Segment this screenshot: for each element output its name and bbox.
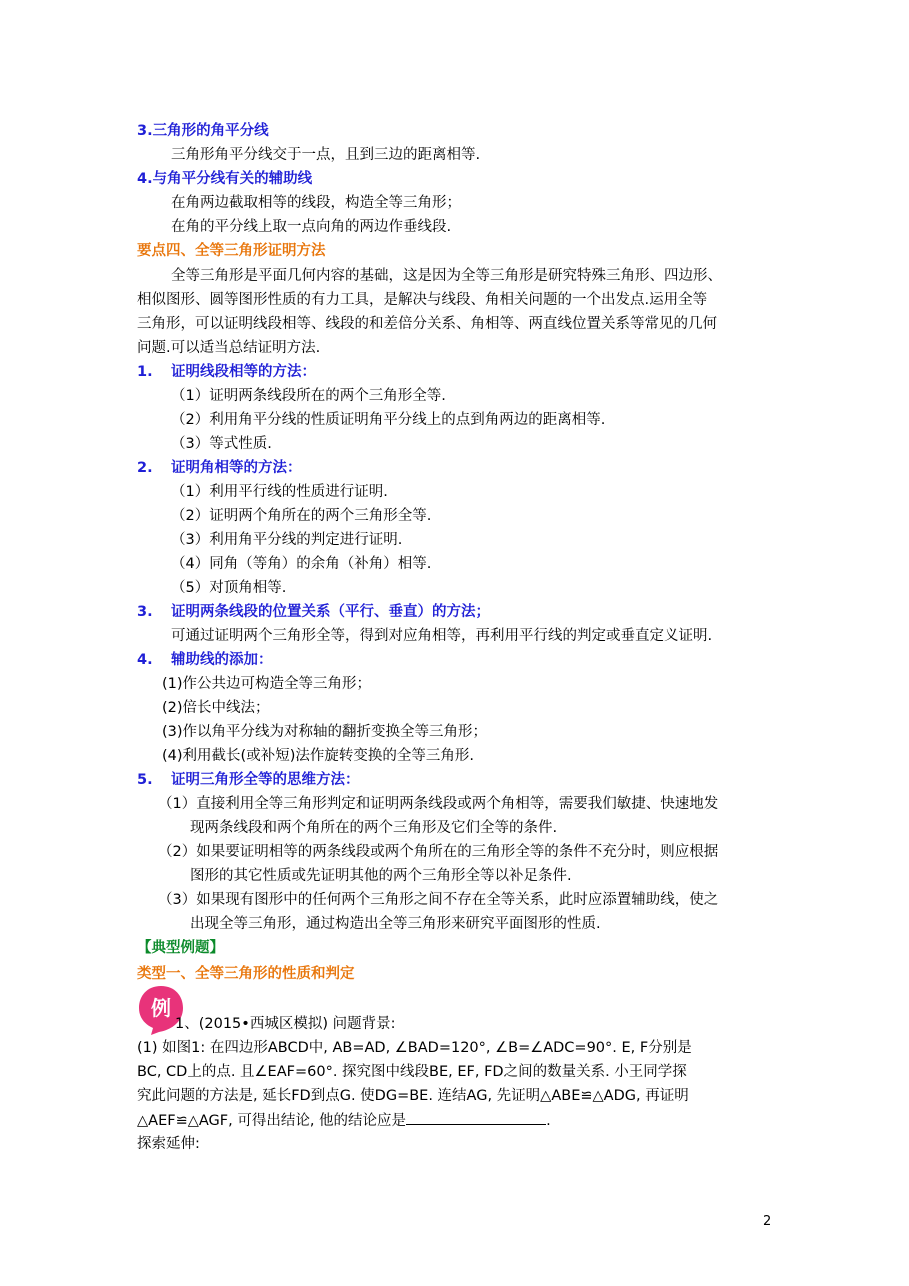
method-item: 现两条线段和两个角所在的两个三角形及它们全等的条件. bbox=[190, 820, 558, 836]
method-item: （2）如果要证明相等的两条线段或两个角所在的三角形全等的条件不充分时，则应根据 bbox=[158, 844, 719, 860]
example-badge-label: 例 bbox=[151, 996, 171, 1020]
method-heading bbox=[137, 602, 490, 622]
method-item: （3）等式性质. bbox=[171, 436, 272, 452]
method-title: 证明两条线段的位置关系（平行、垂直）的方法； bbox=[171, 604, 490, 620]
method-heading bbox=[137, 362, 316, 382]
method-item: （1）直接利用全等三角形判定和证明两条线段或两个角相等，需要我们敏捷、快速地发 bbox=[158, 796, 719, 812]
method-item: （1）利用平行线的性质进行证明. bbox=[171, 484, 388, 500]
method-item: （1）证明两条线段所在的两个三角形全等. bbox=[171, 388, 446, 404]
example-line: (1) 如图1: 在四边形ABCD中, AB=AD, ∠BAD=120°, ∠B=∠ADC=90°. E, F分别是 bbox=[137, 1040, 692, 1056]
method-number: 2. bbox=[137, 460, 153, 476]
method-number: 3. bbox=[137, 604, 153, 620]
section4-heading: 4.与角平分线有关的辅助线 bbox=[137, 171, 313, 187]
method-item: (1)作公共边可构造全等三角形； bbox=[162, 676, 372, 692]
method-item: （4）同角（等角）的余角（补角）相等. bbox=[171, 556, 432, 572]
method-item: 出现全等三角形，通过构造出全等三角形来研究平面图形的性质. bbox=[190, 916, 601, 932]
method-number: 4. bbox=[137, 652, 153, 668]
method-item: （5）对顶角相等. bbox=[171, 580, 287, 596]
section4-line2: 在角的平分线上取一点向角的两边作垂线段. bbox=[171, 219, 452, 235]
example-line: △AEF≌△AGF, 可得出结论, 他的结论应是 bbox=[137, 1113, 407, 1129]
example-intro: 1、(2015•西城区模拟) 问题背景: bbox=[175, 1016, 396, 1032]
method-heading bbox=[137, 458, 302, 478]
typical-examples-heading: 【典型例题】 bbox=[137, 940, 224, 956]
keypoint4-heading: 要点四、全等三角形证明方法 bbox=[137, 243, 326, 259]
method-title: 证明线段相等的方法： bbox=[171, 364, 316, 380]
method-item: 可通过证明两个三角形全等，得到对应角相等，再利用平行线的判定或垂直定义证明. bbox=[171, 628, 713, 644]
example-line-with-blank bbox=[137, 1110, 551, 1131]
method-item: (3)作以角平分线为对称轴的翻折变换全等三角形； bbox=[162, 724, 488, 740]
method-title: 证明三角形全等的思维方法： bbox=[171, 772, 360, 788]
page-number: 2 bbox=[763, 1214, 772, 1229]
keypoint4-para-line: 问题.可以适当总结证明方法. bbox=[137, 340, 321, 356]
method-heading bbox=[137, 650, 273, 670]
method-title: 辅助线的添加： bbox=[171, 652, 273, 668]
keypoint4-para-line: 相似图形、圆等图形性质的有力工具，是解决与线段、角相关问题的一个出发点.运用全等 bbox=[137, 292, 708, 308]
method-number: 1. bbox=[137, 364, 153, 380]
method-item: (4)利用截长(或补短)法作旋转变换的全等三角形. bbox=[162, 748, 474, 764]
method-item: （2）证明两个角所在的两个三角形全等. bbox=[171, 508, 432, 524]
section3-text: 三角形角平分线交于一点，且到三边的距离相等. bbox=[171, 147, 481, 163]
method-title: 证明角相等的方法： bbox=[171, 460, 302, 476]
method-number: 5. bbox=[137, 772, 153, 788]
method-item: （2）利用角平分线的性质证明角平分线上的点到角两边的距离相等. bbox=[171, 412, 606, 428]
type1-heading: 类型一、全等三角形的性质和判定 bbox=[137, 966, 355, 982]
keypoint4-para-line: 全等三角形是平面几何内容的基础，这是因为全等三角形是研究特殊三角形、四边形、 bbox=[171, 268, 722, 284]
example-line: BC, CD上的点. 且∠EAF=60°. 探究图中线段BE, EF, FD之间的数量关系. 小王同学探 bbox=[137, 1064, 687, 1080]
method-item: (2)倍长中线法； bbox=[162, 700, 270, 716]
method-item: 图形的其它性质或先证明其他的两个三角形全等以补足条件. bbox=[190, 868, 572, 884]
method-item: （3）利用角平分线的判定进行证明. bbox=[171, 532, 403, 548]
example-end-period: . bbox=[546, 1113, 551, 1129]
example-extension: 探索延伸: bbox=[137, 1136, 200, 1152]
section4-line1: 在角两边截取相等的线段，构造全等三角形； bbox=[171, 195, 461, 211]
section3-heading: 3.三角形的角平分线 bbox=[137, 123, 269, 139]
method-item: （3）如果现有图形中的任何两个三角形之间不存在全等关系，此时应添置辅助线，使之 bbox=[158, 892, 719, 908]
answer-blank[interactable] bbox=[406, 1110, 546, 1125]
example-line: 究此问题的方法是, 延长FD到点G. 使DG=BE. 连结AG, 先证明△ABE≌△ADG, 再证明 bbox=[137, 1088, 689, 1104]
method-heading bbox=[137, 770, 360, 790]
keypoint4-para-line: 三角形，可以证明线段相等、线段的和差倍分关系、角相等、两直线位置关系等常见的几何 bbox=[137, 316, 717, 332]
